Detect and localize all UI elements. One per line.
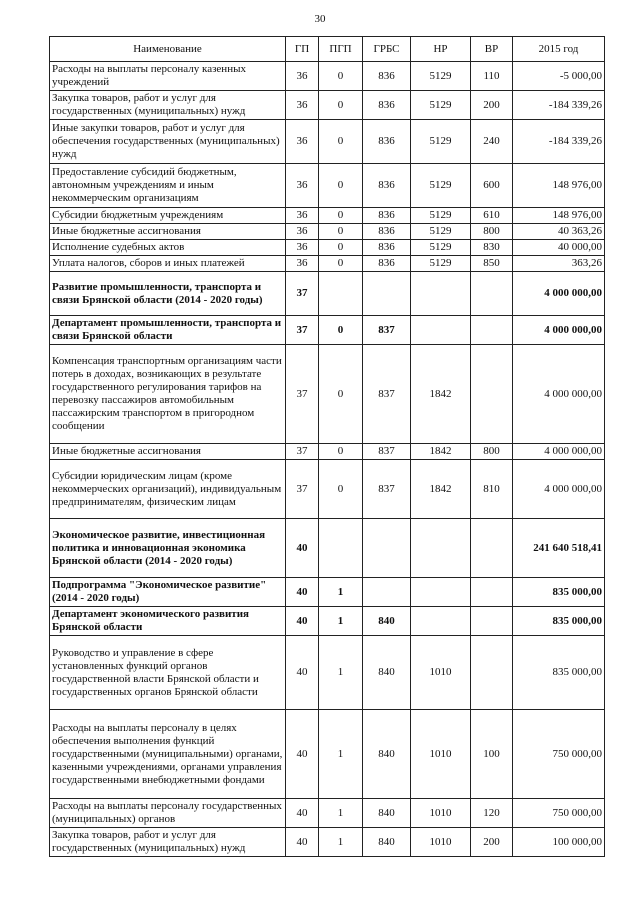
row-name: Департамент экономического развития Брянской области	[50, 607, 286, 636]
table-row	[50, 240, 605, 256]
header-gp: ГП	[286, 37, 319, 62]
row-pgp: 0	[319, 62, 363, 91]
row-amount: 750 000,00	[513, 710, 605, 799]
table-row	[50, 224, 605, 240]
row-vr: 830	[471, 240, 513, 256]
row-grbs: 836	[363, 164, 411, 208]
row-pgp: 0	[319, 444, 363, 460]
header-pgp: ПГП	[319, 37, 363, 62]
table-row	[50, 710, 605, 799]
row-grbs: 836	[363, 208, 411, 224]
row-vr: 200	[471, 828, 513, 857]
row-pgp: 0	[319, 460, 363, 519]
row-name: Компенсация транспортным организациям части потерь в доходах, возникающих в результате государственного регулирования тарифов на перевозку пассажиров автомобильным пассажирским транспортом в пригородном сообщении	[50, 345, 286, 444]
table-row	[50, 345, 605, 444]
row-amount: 835 000,00	[513, 578, 605, 607]
row-amount: 4 000 000,00	[513, 345, 605, 444]
row-gp: 37	[286, 444, 319, 460]
row-gp: 40	[286, 799, 319, 828]
row-pgp: 0	[319, 256, 363, 272]
row-gp: 36	[286, 91, 319, 120]
row-vr: 120	[471, 799, 513, 828]
row-pgp: 0	[319, 240, 363, 256]
row-gp: 40	[286, 607, 319, 636]
row-pgp: 0	[319, 91, 363, 120]
row-name: Экономическое развитие, инвестиционная политика и инновационная экономика Брянской области (2014 - 2020 годы)	[50, 519, 286, 578]
row-gp: 37	[286, 272, 319, 316]
row-amount: 750 000,00	[513, 799, 605, 828]
row-nr: 5129	[411, 120, 471, 164]
row-amount: 148 976,00	[513, 208, 605, 224]
row-vr: 200	[471, 91, 513, 120]
row-grbs: 840	[363, 799, 411, 828]
row-nr	[411, 578, 471, 607]
row-nr: 5129	[411, 164, 471, 208]
row-amount: 40 363,26	[513, 224, 605, 240]
row-nr: 1010	[411, 710, 471, 799]
row-name: Расходы на выплаты персоналу в целях обеспечения выполнения функций государственными (муниципальными) органами, казенными учреждениями, органами управления государственными внебюджетными фондами	[50, 710, 286, 799]
row-amount: 835 000,00	[513, 607, 605, 636]
table-row	[50, 62, 605, 91]
row-vr	[471, 345, 513, 444]
row-name: Руководство и управление в сфере установленных функций органов государственной власти Брянской области и государственных органов Брянской области	[50, 636, 286, 710]
row-nr: 1010	[411, 799, 471, 828]
row-pgp: 0	[319, 224, 363, 240]
row-nr	[411, 607, 471, 636]
row-pgp	[319, 519, 363, 578]
row-grbs: 836	[363, 120, 411, 164]
row-nr: 1010	[411, 636, 471, 710]
row-name: Исполнение судебных актов	[50, 240, 286, 256]
table-row	[50, 799, 605, 828]
header-row	[50, 37, 605, 62]
header-grbs: ГРБС	[363, 37, 411, 62]
row-nr: 5129	[411, 240, 471, 256]
budget-table	[49, 36, 605, 857]
table-row	[50, 444, 605, 460]
row-amount: 363,26	[513, 256, 605, 272]
row-nr: 1842	[411, 444, 471, 460]
row-gp: 36	[286, 164, 319, 208]
row-name: Иные закупки товаров, работ и услуг для обеспечения государственных (муниципальных) нужд	[50, 120, 286, 164]
row-gp: 37	[286, 316, 319, 345]
row-gp: 40	[286, 828, 319, 857]
row-amount: 4 000 000,00	[513, 444, 605, 460]
row-name: Уплата налогов, сборов и иных платежей	[50, 256, 286, 272]
row-vr: 610	[471, 208, 513, 224]
table-row	[50, 460, 605, 519]
row-vr: 100	[471, 710, 513, 799]
row-name: Субсидии бюджетным учреждениям	[50, 208, 286, 224]
row-nr: 1842	[411, 345, 471, 444]
row-nr	[411, 519, 471, 578]
page-number: 30	[314, 13, 326, 25]
row-pgp: 1	[319, 828, 363, 857]
row-amount: 4 000 000,00	[513, 272, 605, 316]
row-grbs: 837	[363, 316, 411, 345]
row-grbs: 840	[363, 710, 411, 799]
row-name: Закупка товаров, работ и услуг для государственных (муниципальных) нужд	[50, 828, 286, 857]
row-vr	[471, 316, 513, 345]
row-nr: 1842	[411, 460, 471, 519]
table-row	[50, 519, 605, 578]
row-pgp: 1	[319, 710, 363, 799]
row-name: Предоставление субсидий бюджетным, автономным учреждениям и иным некоммерческим организациям	[50, 164, 286, 208]
row-grbs: 837	[363, 460, 411, 519]
table-row	[50, 272, 605, 316]
row-grbs: 837	[363, 444, 411, 460]
table-row	[50, 208, 605, 224]
row-vr	[471, 607, 513, 636]
table-row	[50, 120, 605, 164]
row-amount: -5 000,00	[513, 62, 605, 91]
table-row	[50, 607, 605, 636]
row-pgp	[319, 272, 363, 316]
header-year: 2015 год	[513, 37, 605, 62]
row-grbs	[363, 519, 411, 578]
row-gp: 37	[286, 345, 319, 444]
row-vr: 800	[471, 224, 513, 240]
row-name: Иные бюджетные ассигнования	[50, 444, 286, 460]
row-amount: 835 000,00	[513, 636, 605, 710]
row-name: Подпрограмма "Экономическое развитие" (2014 - 2020 годы)	[50, 578, 286, 607]
row-pgp: 0	[319, 208, 363, 224]
row-vr: 850	[471, 256, 513, 272]
row-amount: 241 640 518,41	[513, 519, 605, 578]
row-gp: 37	[286, 460, 319, 519]
table-row	[50, 828, 605, 857]
header-nr: НР	[411, 37, 471, 62]
row-gp: 36	[286, 62, 319, 91]
row-vr	[471, 636, 513, 710]
row-pgp: 0	[319, 120, 363, 164]
row-nr: 5129	[411, 208, 471, 224]
row-gp: 40	[286, 578, 319, 607]
table-row	[50, 636, 605, 710]
row-name: Иные бюджетные ассигнования	[50, 224, 286, 240]
table-row	[50, 578, 605, 607]
table-row	[50, 164, 605, 208]
row-gp: 40	[286, 710, 319, 799]
row-nr: 5129	[411, 62, 471, 91]
table-row	[50, 316, 605, 345]
row-grbs: 836	[363, 256, 411, 272]
row-vr: 810	[471, 460, 513, 519]
row-amount: -184 339,26	[513, 91, 605, 120]
row-nr: 5129	[411, 224, 471, 240]
row-nr	[411, 316, 471, 345]
row-gp: 36	[286, 208, 319, 224]
row-grbs: 836	[363, 240, 411, 256]
row-grbs: 840	[363, 607, 411, 636]
row-name: Субсидии юридическим лицам (кроме некоммерческих организаций), индивидуальным предпринимателям, физическим лицам	[50, 460, 286, 519]
row-vr: 600	[471, 164, 513, 208]
row-pgp: 1	[319, 578, 363, 607]
row-grbs: 840	[363, 636, 411, 710]
row-amount: 100 000,00	[513, 828, 605, 857]
row-amount: 4 000 000,00	[513, 316, 605, 345]
row-gp: 36	[286, 224, 319, 240]
row-vr	[471, 272, 513, 316]
row-vr: 110	[471, 62, 513, 91]
row-grbs: 837	[363, 345, 411, 444]
row-grbs	[363, 578, 411, 607]
row-amount: 148 976,00	[513, 164, 605, 208]
row-amount: 4 000 000,00	[513, 460, 605, 519]
row-grbs: 840	[363, 828, 411, 857]
row-vr: 800	[471, 444, 513, 460]
row-name: Закупка товаров, работ и услуг для государственных (муниципальных) нужд	[50, 91, 286, 120]
row-gp: 40	[286, 636, 319, 710]
row-grbs: 836	[363, 91, 411, 120]
row-pgp: 0	[319, 164, 363, 208]
row-name: Развитие промышленности, транспорта и связи Брянской области (2014 - 2020 годы)	[50, 272, 286, 316]
row-vr	[471, 519, 513, 578]
row-grbs	[363, 272, 411, 316]
row-name: Расходы на выплаты персоналу государственных (муниципальных) органов	[50, 799, 286, 828]
row-grbs: 836	[363, 62, 411, 91]
row-amount: -184 339,26	[513, 120, 605, 164]
row-nr: 5129	[411, 91, 471, 120]
row-vr: 240	[471, 120, 513, 164]
row-gp: 40	[286, 519, 319, 578]
row-nr: 1010	[411, 828, 471, 857]
row-name: Расходы на выплаты персоналу казенных учреждений	[50, 62, 286, 91]
row-pgp: 1	[319, 799, 363, 828]
row-pgp: 1	[319, 607, 363, 636]
row-grbs: 836	[363, 224, 411, 240]
row-pgp: 0	[319, 345, 363, 444]
table-row	[50, 256, 605, 272]
row-name: Департамент промышленности, транспорта и связи Брянской области	[50, 316, 286, 345]
row-vr	[471, 578, 513, 607]
row-gp: 36	[286, 120, 319, 164]
row-pgp: 1	[319, 636, 363, 710]
header-name: Наименование	[50, 37, 286, 62]
table-row	[50, 91, 605, 120]
row-nr: 5129	[411, 256, 471, 272]
row-gp: 36	[286, 256, 319, 272]
row-nr	[411, 272, 471, 316]
header-vr: ВР	[471, 37, 513, 62]
row-pgp: 0	[319, 316, 363, 345]
row-amount: 40 000,00	[513, 240, 605, 256]
row-gp: 36	[286, 240, 319, 256]
